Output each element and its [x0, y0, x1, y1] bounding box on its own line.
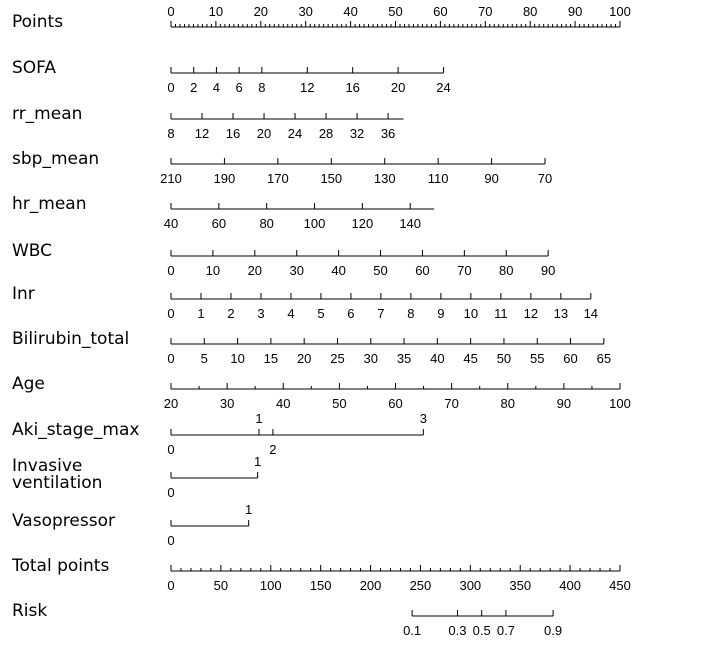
tick-label-points: 60 [433, 4, 448, 19]
tick-label-bilirubin-total: 10 [230, 351, 245, 366]
tick-label-risk: 0.5 [472, 623, 491, 638]
tick-label-points: 10 [208, 4, 224, 19]
tick-label-sbp-mean: 190 [213, 171, 236, 186]
tick-label-aki-stage-max: 3 [419, 411, 427, 426]
tick-label-bilirubin-total: 30 [363, 351, 379, 366]
tick-label-bilirubin-total: 35 [396, 351, 412, 366]
tick-label-age: 20 [163, 396, 179, 411]
tick-label-bilirubin-total: 55 [530, 351, 545, 366]
tick-label-rr-mean: 28 [318, 126, 334, 141]
tick-label-wbc: 30 [289, 263, 304, 278]
row-label-sofa: SOFA [12, 58, 57, 78]
row-label-risk: Risk [12, 601, 48, 621]
tick-label-wbc: 20 [247, 263, 263, 278]
tick-label-wbc: 40 [331, 263, 346, 278]
tick-label-vasopressor: 1 [245, 502, 253, 517]
tick-label-points: 90 [567, 4, 583, 19]
tick-label-bilirubin-total: 20 [296, 351, 312, 366]
tick-label-aki-stage-max: 1 [255, 411, 263, 426]
tick-label-risk: 0.7 [496, 623, 515, 638]
tick-label-sofa: 0 [167, 80, 175, 95]
tick-label-age: 100 [609, 396, 631, 411]
tick-label-hr-mean: 60 [211, 216, 227, 231]
tick-label-hr-mean: 80 [259, 216, 274, 231]
tick-label-points: 30 [298, 4, 313, 19]
tick-label-invasive-ventilation: 1 [254, 454, 262, 469]
tick-label-inr: 1 [197, 306, 205, 321]
tick-label-sofa: 2 [190, 80, 198, 95]
tick-label-rr-mean: 12 [194, 126, 210, 141]
tick-label-points: 80 [522, 4, 538, 19]
tick-label-sofa: 24 [436, 80, 451, 95]
tick-label-total-points: 250 [409, 578, 432, 593]
tick-label-inr: 0 [167, 306, 175, 321]
tick-label-inr: 7 [377, 306, 385, 321]
tick-label-sbp-mean: 110 [427, 171, 449, 186]
tick-label-wbc: 50 [373, 263, 388, 278]
tick-label-sbp-mean: 90 [484, 171, 499, 186]
tick-label-total-points: 150 [309, 578, 332, 593]
tick-label-rr-mean: 16 [225, 126, 241, 141]
tick-label-inr: 2 [227, 306, 235, 321]
tick-label-bilirubin-total: 15 [263, 351, 279, 366]
tick-label-inr: 10 [463, 306, 479, 321]
tick-label-hr-mean: 140 [399, 216, 422, 231]
tick-label-wbc: 90 [540, 263, 556, 278]
tick-label-rr-mean: 36 [380, 126, 396, 141]
tick-label-inr: 12 [523, 306, 539, 321]
tick-label-total-points: 50 [213, 578, 229, 593]
tick-label-points: 100 [609, 4, 631, 19]
tick-label-hr-mean: 120 [351, 216, 374, 231]
tick-label-hr-mean: 40 [163, 216, 179, 231]
row-label-vasopressor: Vasopressor [12, 511, 115, 531]
tick-label-bilirubin-total: 65 [596, 351, 612, 366]
tick-label-wbc: 0 [167, 263, 175, 278]
row-label-wbc: WBC [12, 241, 53, 261]
tick-label-points: 40 [343, 4, 358, 19]
tick-label-points: 50 [388, 4, 403, 19]
tick-label-sbp-mean: 150 [320, 171, 343, 186]
tick-label-inr: 11 [494, 306, 508, 321]
tick-label-total-points: 300 [459, 578, 482, 593]
row-label-rr-mean: rr_mean [12, 104, 83, 124]
tick-label-inr: 9 [437, 306, 445, 321]
tick-label-bilirubin-total: 50 [496, 351, 512, 366]
tick-label-points: 70 [478, 4, 493, 19]
tick-label-inr: 3 [257, 306, 265, 321]
row-label-points: Points [12, 12, 64, 32]
row-label-aki-stage-max: Aki_stage_max [12, 420, 140, 440]
tick-label-inr: 13 [553, 306, 569, 321]
tick-label-rr-mean: 32 [349, 126, 365, 141]
row-label-hr-mean: hr_mean [12, 194, 87, 214]
tick-label-age: 50 [332, 396, 347, 411]
tick-label-inr: 4 [287, 306, 295, 321]
tick-label-vasopressor: 0 [167, 533, 175, 548]
tick-label-bilirubin-total: 0 [167, 351, 175, 366]
tick-label-risk: 0.1 [403, 623, 422, 638]
tick-label-total-points: 350 [509, 578, 532, 593]
tick-label-inr: 14 [583, 306, 599, 321]
tick-label-total-points: 200 [359, 578, 382, 593]
tick-label-age: 90 [556, 396, 572, 411]
tick-label-sofa: 6 [235, 80, 243, 95]
tick-label-sofa: 16 [345, 80, 360, 95]
tick-label-total-points: 100 [259, 578, 282, 593]
tick-label-bilirubin-total: 60 [563, 351, 578, 366]
tick-label-bilirubin-total: 40 [430, 351, 445, 366]
tick-label-age: 80 [500, 396, 515, 411]
tick-label-bilirubin-total: 25 [330, 351, 345, 366]
tick-label-sbp-mean: 70 [537, 171, 553, 186]
tick-label-sbp-mean: 210 [160, 171, 182, 186]
row-label-sbp-mean: sbp_mean [12, 149, 100, 169]
tick-label-total-points: 400 [559, 578, 581, 593]
tick-label-sofa: 12 [300, 80, 315, 95]
tick-label-aki-stage-max: 2 [269, 442, 277, 457]
tick-label-aki-stage-max: 0 [167, 442, 175, 457]
tick-label-inr: 8 [407, 306, 415, 321]
tick-label-points: 0 [167, 4, 175, 19]
tick-label-risk: 0.9 [544, 623, 563, 638]
row-label-total-points: Total points [12, 556, 110, 576]
tick-label-age: 60 [388, 396, 403, 411]
tick-label-sbp-mean: 130 [373, 171, 396, 186]
tick-label-risk: 0.3 [448, 623, 467, 638]
row-label-invasive-ventilation: Invasive [12, 456, 83, 476]
tick-label-total-points: 0 [167, 578, 175, 593]
tick-label-inr: 6 [347, 306, 355, 321]
tick-label-age: 40 [276, 396, 291, 411]
tick-label-age: 70 [444, 396, 459, 411]
tick-label-bilirubin-total: 45 [463, 351, 478, 366]
tick-label-hr-mean: 100 [303, 216, 326, 231]
tick-label-rr-mean: 8 [167, 126, 175, 141]
tick-label-rr-mean: 24 [287, 126, 303, 141]
row-label-age: Age [12, 374, 45, 394]
row-label-bilirubin-total: Bilirubin_total [12, 329, 130, 349]
tick-label-wbc: 60 [415, 263, 430, 278]
tick-label-sofa: 4 [212, 80, 221, 95]
tick-label-inr: 5 [317, 306, 325, 321]
tick-label-sbp-mean: 170 [267, 171, 289, 186]
tick-label-wbc: 10 [205, 263, 221, 278]
tick-label-rr-mean: 20 [256, 126, 272, 141]
tick-label-points: 20 [253, 4, 269, 19]
tick-label-age: 30 [219, 396, 235, 411]
tick-label-wbc: 80 [499, 263, 514, 278]
tick-label-wbc: 70 [457, 263, 472, 278]
row-label-invasive-ventilation: ventilation [12, 473, 103, 493]
tick-label-invasive-ventilation: 0 [167, 485, 175, 500]
tick-label-total-points: 450 [609, 578, 631, 593]
tick-label-sofa: 8 [258, 80, 266, 95]
tick-label-bilirubin-total: 5 [200, 351, 208, 366]
row-label-inr: Inr [12, 284, 35, 304]
tick-label-sofa: 20 [390, 80, 406, 95]
